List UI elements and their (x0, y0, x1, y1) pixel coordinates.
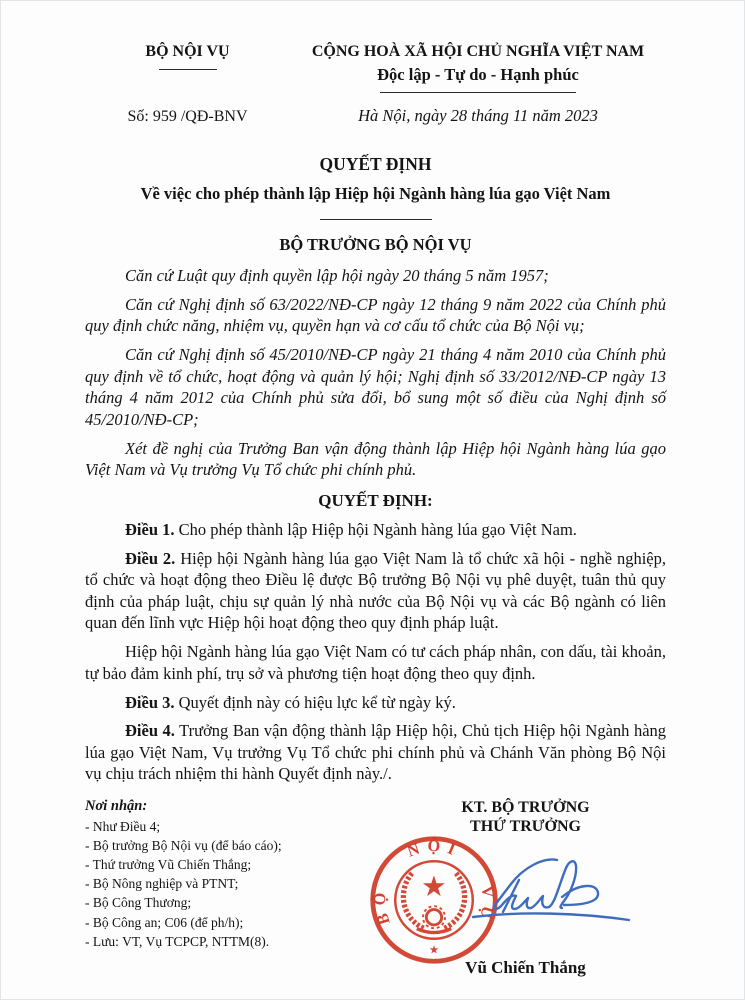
national-motto: Độc lập - Tự do - Hạnh phúc (377, 65, 579, 84)
recipient-item: - Bộ Công an; C06 (để ph/h); (85, 914, 244, 930)
recipient-item: - Như Điều 4; (85, 818, 161, 834)
signer-name: Vũ Chiến Thắng (465, 958, 586, 978)
issuer-heading: BỘ TRƯỞNG BỘ NỘI VỤ (279, 235, 472, 254)
motto-underline (380, 92, 576, 93)
handwritten-signature (461, 852, 635, 934)
recipient-item: - Bộ trưởng Bộ Nội vụ (để báo cáo); (85, 837, 282, 853)
article-label: Điều 1. (125, 519, 175, 539)
article-label: Điều 4. (125, 721, 175, 741)
signer-position: THỨ TRƯỞNG (470, 817, 581, 835)
document-header (85, 43, 666, 126)
seal-text: BỘ NỘI VỤ (370, 836, 498, 927)
article-text: Hiệp hội Ngành hàng lúa gạo Việt Nam có tư cách pháp nhân, con dấu, tài khoản, tự bảo đảm kinh phí, trụ sở và phương tiện hoạt động theo quy định. (85, 642, 666, 683)
preamble-paragraph: Căn cứ Nghị định số 45/2010/NĐ-CP ngày 21 tháng 4 năm 2010 của Chính phủ quy định về tổ chức, hoạt động và quản lý hội; Nghị định số 33/2012/NĐ-CP ngày 13 tháng 4 năm 2012 của Chính phủ sửa đổi, bổ sung một số điều của Nghị định số 45/2010/NĐ-CP; (85, 345, 666, 429)
preamble-section (85, 265, 666, 480)
agency-name: BỘ NỘI VỤ (145, 43, 230, 60)
preamble-paragraph: Căn cứ Nghị định số 63/2022/NĐ-CP ngày 12 tháng 9 năm 2022 của Chính phủ quy định chức năng, nhiệm vụ, quyền hạn và cơ cấu tổ chức của Bộ Nội vụ; (85, 294, 666, 336)
national-header-block (290, 43, 666, 126)
seal-and-signature-area (370, 836, 666, 958)
article-paragraph (85, 548, 666, 634)
document-subject: Về việc cho phép thành lập Hiệp hội Ngành hàng lúa gạo Việt Nam (140, 184, 611, 203)
recipients-list (85, 817, 385, 951)
issuing-agency-block (85, 43, 290, 126)
national-title: CỘNG HOÀ XÃ HỘI CHỦ NGHĨA VIỆT NAM (311, 43, 645, 60)
place-date-line: Hà Nội, ngày 28 tháng 11 năm 2023 (358, 106, 598, 125)
article-text: Trưởng Ban vận động thành lập Hiệp hội, Chủ tịch Hiệp hội Ngành hàng lúa gạo Việt Nam, Vụ trưởng Vụ Tổ chức phi chính phủ và Chánh Văn phòng Bộ Nội vụ chịu trách nhiệm thi hành Quyết định này./. (85, 721, 667, 784)
seal-star-icon: ★ (421, 871, 447, 904)
preamble-paragraph: Căn cứ Luật quy định quyền lập hội ngày 20 tháng 5 năm 1957; (125, 266, 549, 285)
preamble-paragraph: Xét đề nghị của Trưởng Ban vận động thành lập Hiệp hội Ngành hàng lúa gạo Việt Nam và Vụ trưởng Vụ Tổ chức phi chính phủ. (85, 438, 666, 479)
recipient-item: - Thứ trưởng Vũ Chiến Thắng; (85, 857, 252, 873)
document-title-block (85, 154, 666, 255)
article-paragraph (85, 692, 666, 713)
recipients-block (85, 798, 385, 978)
article-paragraph (85, 641, 666, 684)
document-type-heading: QUYẾT ĐỊNH (319, 154, 432, 174)
seal-bottom-star-icon: ★ (428, 944, 440, 957)
articles-section (85, 519, 666, 785)
decision-heading: QUYẾT ĐỊNH: (318, 491, 433, 511)
title-divider (320, 219, 432, 220)
article-text: Cho phép thành lập Hiệp hội Ngành hàng lúa gạo Việt Nam. (178, 519, 577, 539)
document-number: Số: 959 /QĐ-BNV (127, 108, 248, 125)
document-footer (85, 798, 666, 978)
article-label: Điều 3. (125, 692, 175, 712)
signature-block (370, 798, 666, 978)
signing-authority: KT. BỘ TRƯỞNG (461, 798, 590, 816)
article-text: Hiệp hội Ngành hàng lúa gạo Việt Nam là tổ chức xã hội - nghề nghiệp, tổ chức và hoạt động theo Điều lệ được Bộ trưởng Bộ Nội vụ phê duyệt, tuân thủ quy định của pháp luật, chịu sự quản lý nhà nước của Bộ Nội vụ và các Bộ ngành có liên quan đến lĩnh vực Hiệp hội hoạt động theo quy định pháp luật. (85, 548, 667, 633)
recipients-heading: Nơi nhận: (85, 797, 148, 814)
recipient-item: - Lưu: VT, Vụ TCPCP, NTTM(8). (85, 933, 270, 949)
article-text: Quyết định này có hiệu lực kể từ ngày ký. (178, 692, 456, 712)
recipient-item: - Bộ Nông nghiệp và PTNT; (85, 876, 239, 892)
article-label: Điều 2. (125, 548, 176, 568)
article-paragraph (85, 720, 666, 784)
article-paragraph (85, 519, 666, 540)
agency-underline (159, 69, 217, 70)
recipient-item: - Bộ Công Thương; (85, 895, 192, 911)
